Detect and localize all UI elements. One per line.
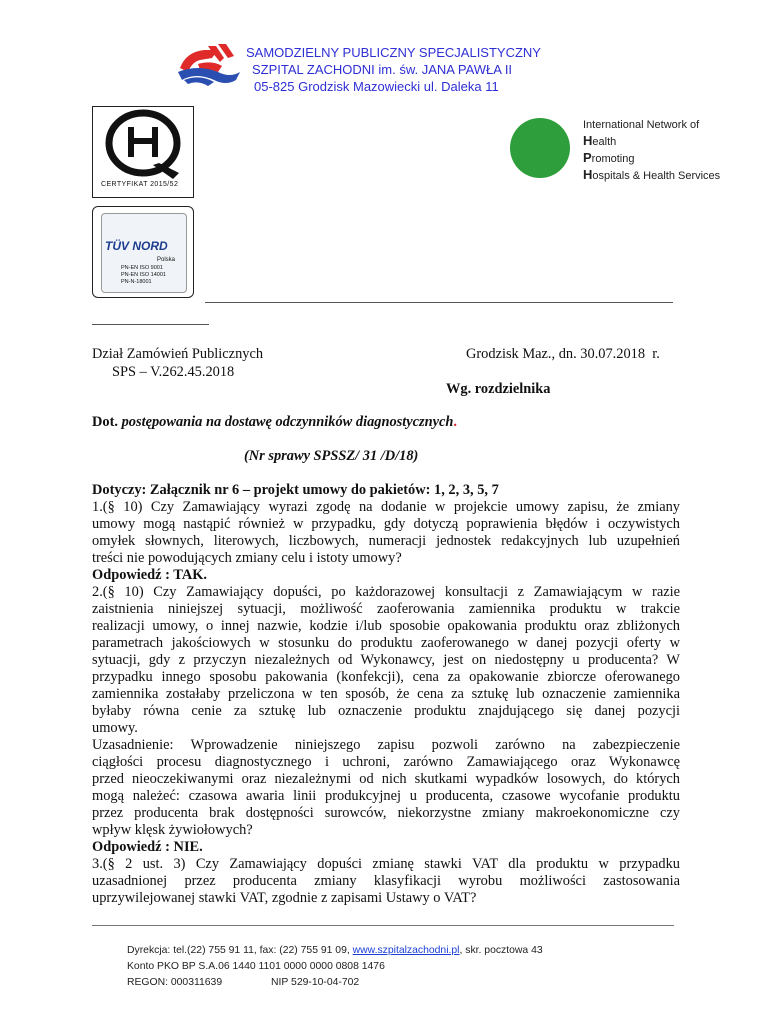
footer-regon: REGON: 000311639 (127, 977, 223, 988)
answer-1: Odpowiedź : TAK. (92, 567, 208, 583)
body-line: umowy mogą nastąpić również w przypadku, gdy dotyczą poprawienia błędów i oczywistych (92, 516, 680, 532)
hospital-address: 05-825 Grodzisk Mazowiecki ul. Daleka 11 (254, 79, 499, 94)
hph-logo-circle (510, 118, 570, 178)
body-line: Uzasadnienie: Wprowadzenie niniejszego zapisu pozwoli zarówno na zabezpieczenie (92, 737, 680, 753)
footer-contact-prefix: Dyrekcja: tel.(22) 755 91 11, fax: (22) 755 91 09, (127, 945, 353, 956)
body-line: byłaby równa cenie za sztukę lub oznaczenie produktu znajdującego się danej pozycji (92, 703, 680, 719)
footer (127, 943, 543, 991)
case-number: (Nr sprawy SPSSZ/ 31 /D/18) (244, 448, 419, 464)
footer-contact-suffix: , skr. pocztowa 43 (459, 945, 543, 956)
body-line: 1.(§ 10) Czy Zamawiający wyrazi zgodę na dodanie w projekcie umowy zapisu, że zmiany (92, 499, 680, 515)
subject-dot: . (453, 414, 458, 430)
body-line: ciągłości procesu diagnostycznego i uchroni, zarówno Zamawiającego oraz Wykonawcę (92, 754, 680, 770)
body-line: przed nieoczekiwanymi oraz niezależnymi od nich skutkami wypadków losowych, do których (92, 771, 680, 787)
hospital-name-line1: SAMODZIELNY PUBLICZNY SPECJALISTYCZNY (246, 45, 541, 60)
body-line: przypadku innego sposobu pakowania (konfekcji), cena za opakowanie zbiorcze oferowanego (92, 669, 680, 685)
subject-prefix: Dot. (92, 414, 118, 430)
tuv-norm-3: PN-N-18001 (121, 279, 152, 285)
hospital-logo (178, 42, 242, 86)
subject-text: postępowania na dostawę odczynników diagnostycznych (121, 414, 454, 430)
certificate-label: CERTYFIKAT 2015/52 (101, 181, 179, 188)
footer-contact-line (127, 943, 543, 959)
hph-line1: International Network of (583, 119, 700, 131)
subject-line (92, 414, 457, 431)
tuv-nord-badge (92, 206, 194, 298)
footer-nip: NIP 529-10-04-702 (271, 977, 360, 988)
body-line: przez producenta brak dostępności surowców, niekorzystne zmiany makroekonomiczne czy (92, 805, 680, 821)
place-and-date: Grodzisk Maz., dn. 30.07.2018 r. (466, 346, 660, 362)
hph-word-1: ealth (592, 136, 617, 148)
body-line: uprzywilejowanej stawki VAT, zgodnie z zapisami Ustawy o VAT? (92, 890, 477, 906)
letter-body (92, 499, 680, 907)
tuv-country: Polska (157, 257, 176, 263)
website-link[interactable]: www.szpitalzachodni.pl (352, 945, 460, 956)
hph-initial-2: P (583, 150, 592, 165)
body-line: umowy. (92, 720, 138, 736)
body-line: zaistnienia niniejszej sytuacji, możliwość zaoferowania zamiennika produktu w trakcie (92, 601, 680, 617)
tuv-brand: TÜV NORD (105, 239, 168, 253)
hospital-name-line2: SZPITAL ZACHODNI im. św. JANA PAWŁA II (252, 62, 513, 77)
hph-word-3: ospitals & Health Services (592, 170, 721, 182)
body-line: 3.(§ 2 ust. 3) Czy Zamawiający dopuści zmianę stawki VAT dla produktu w przypadku (92, 856, 680, 872)
header-rule (205, 302, 673, 303)
footer-ids (127, 975, 543, 991)
department-name: Dział Zamówień Publicznych (92, 346, 264, 362)
tuv-norm-1: PN-EN ISO 9001 (121, 265, 163, 271)
body-line: uzasadnionej przez producenta zmiany klasyfikacji wyrobu możliwości zastosowania (92, 873, 680, 889)
footer-bank-account: Konto PKO BP S.A.06 1440 1101 0000 0000 0808 1476 (127, 961, 385, 972)
body-line: sytuacji, gdy z przyczyn niezależnych od Wykonawcy, jest on niedostępny u producenta? W (92, 652, 680, 668)
body-line: realizacji umowy, o innej nazwie, kodzie i/lub sposobie opakowania produktu oraz zbliżonych (92, 618, 680, 634)
quality-q-icon (93, 107, 193, 181)
quality-certificate-badge (92, 106, 194, 198)
header-rule-continued (92, 324, 209, 325)
body-line: 2.(§ 10) Czy Zamawiający dopuści, po każdorazowej konsultacji z Zamawiającym w razie (92, 584, 680, 600)
concerns-heading: Dotyczy: Załącznik nr 6 – projekt umowy do pakietów: 1, 2, 3, 5, 7 (92, 482, 499, 498)
body-line: mogą należeć: czasowa awaria linii produkcyjnej u producenta, czasowe wycofanie produktu (92, 788, 680, 804)
reference-number: SPS – V.262.45.2018 (112, 364, 235, 380)
body-line: parametrach jakościowych w stosunku do produktu zaoferowanego w danej pozycji oferty w (92, 635, 680, 651)
body-line: treści nie powodujących zmiany celu i istoty umowy? (92, 550, 402, 566)
answer-2: Odpowiedź : NIE. (92, 839, 203, 855)
hph-network-text (583, 118, 720, 184)
tuv-norm-2: PN-EN ISO 14001 (121, 272, 166, 278)
body-line: wpływ klęsk żywiołowych? (92, 822, 253, 838)
hph-initial-3: H (583, 167, 593, 182)
body-line: zamiennika zostałaby przeliczona w ten sposób, że cena za sztukę lub oznaczenie zamiennika (92, 686, 680, 702)
footer-rule (92, 925, 674, 926)
hph-word-2: romoting (591, 153, 635, 165)
distribution-note: Wg. rozdzielnika (446, 381, 551, 397)
hph-initial-1: H (583, 133, 593, 148)
body-line: omyłek słownych, literowych, liczbowych, numeracji jednostek redakcyjnych lub uzupełnień (92, 533, 680, 549)
